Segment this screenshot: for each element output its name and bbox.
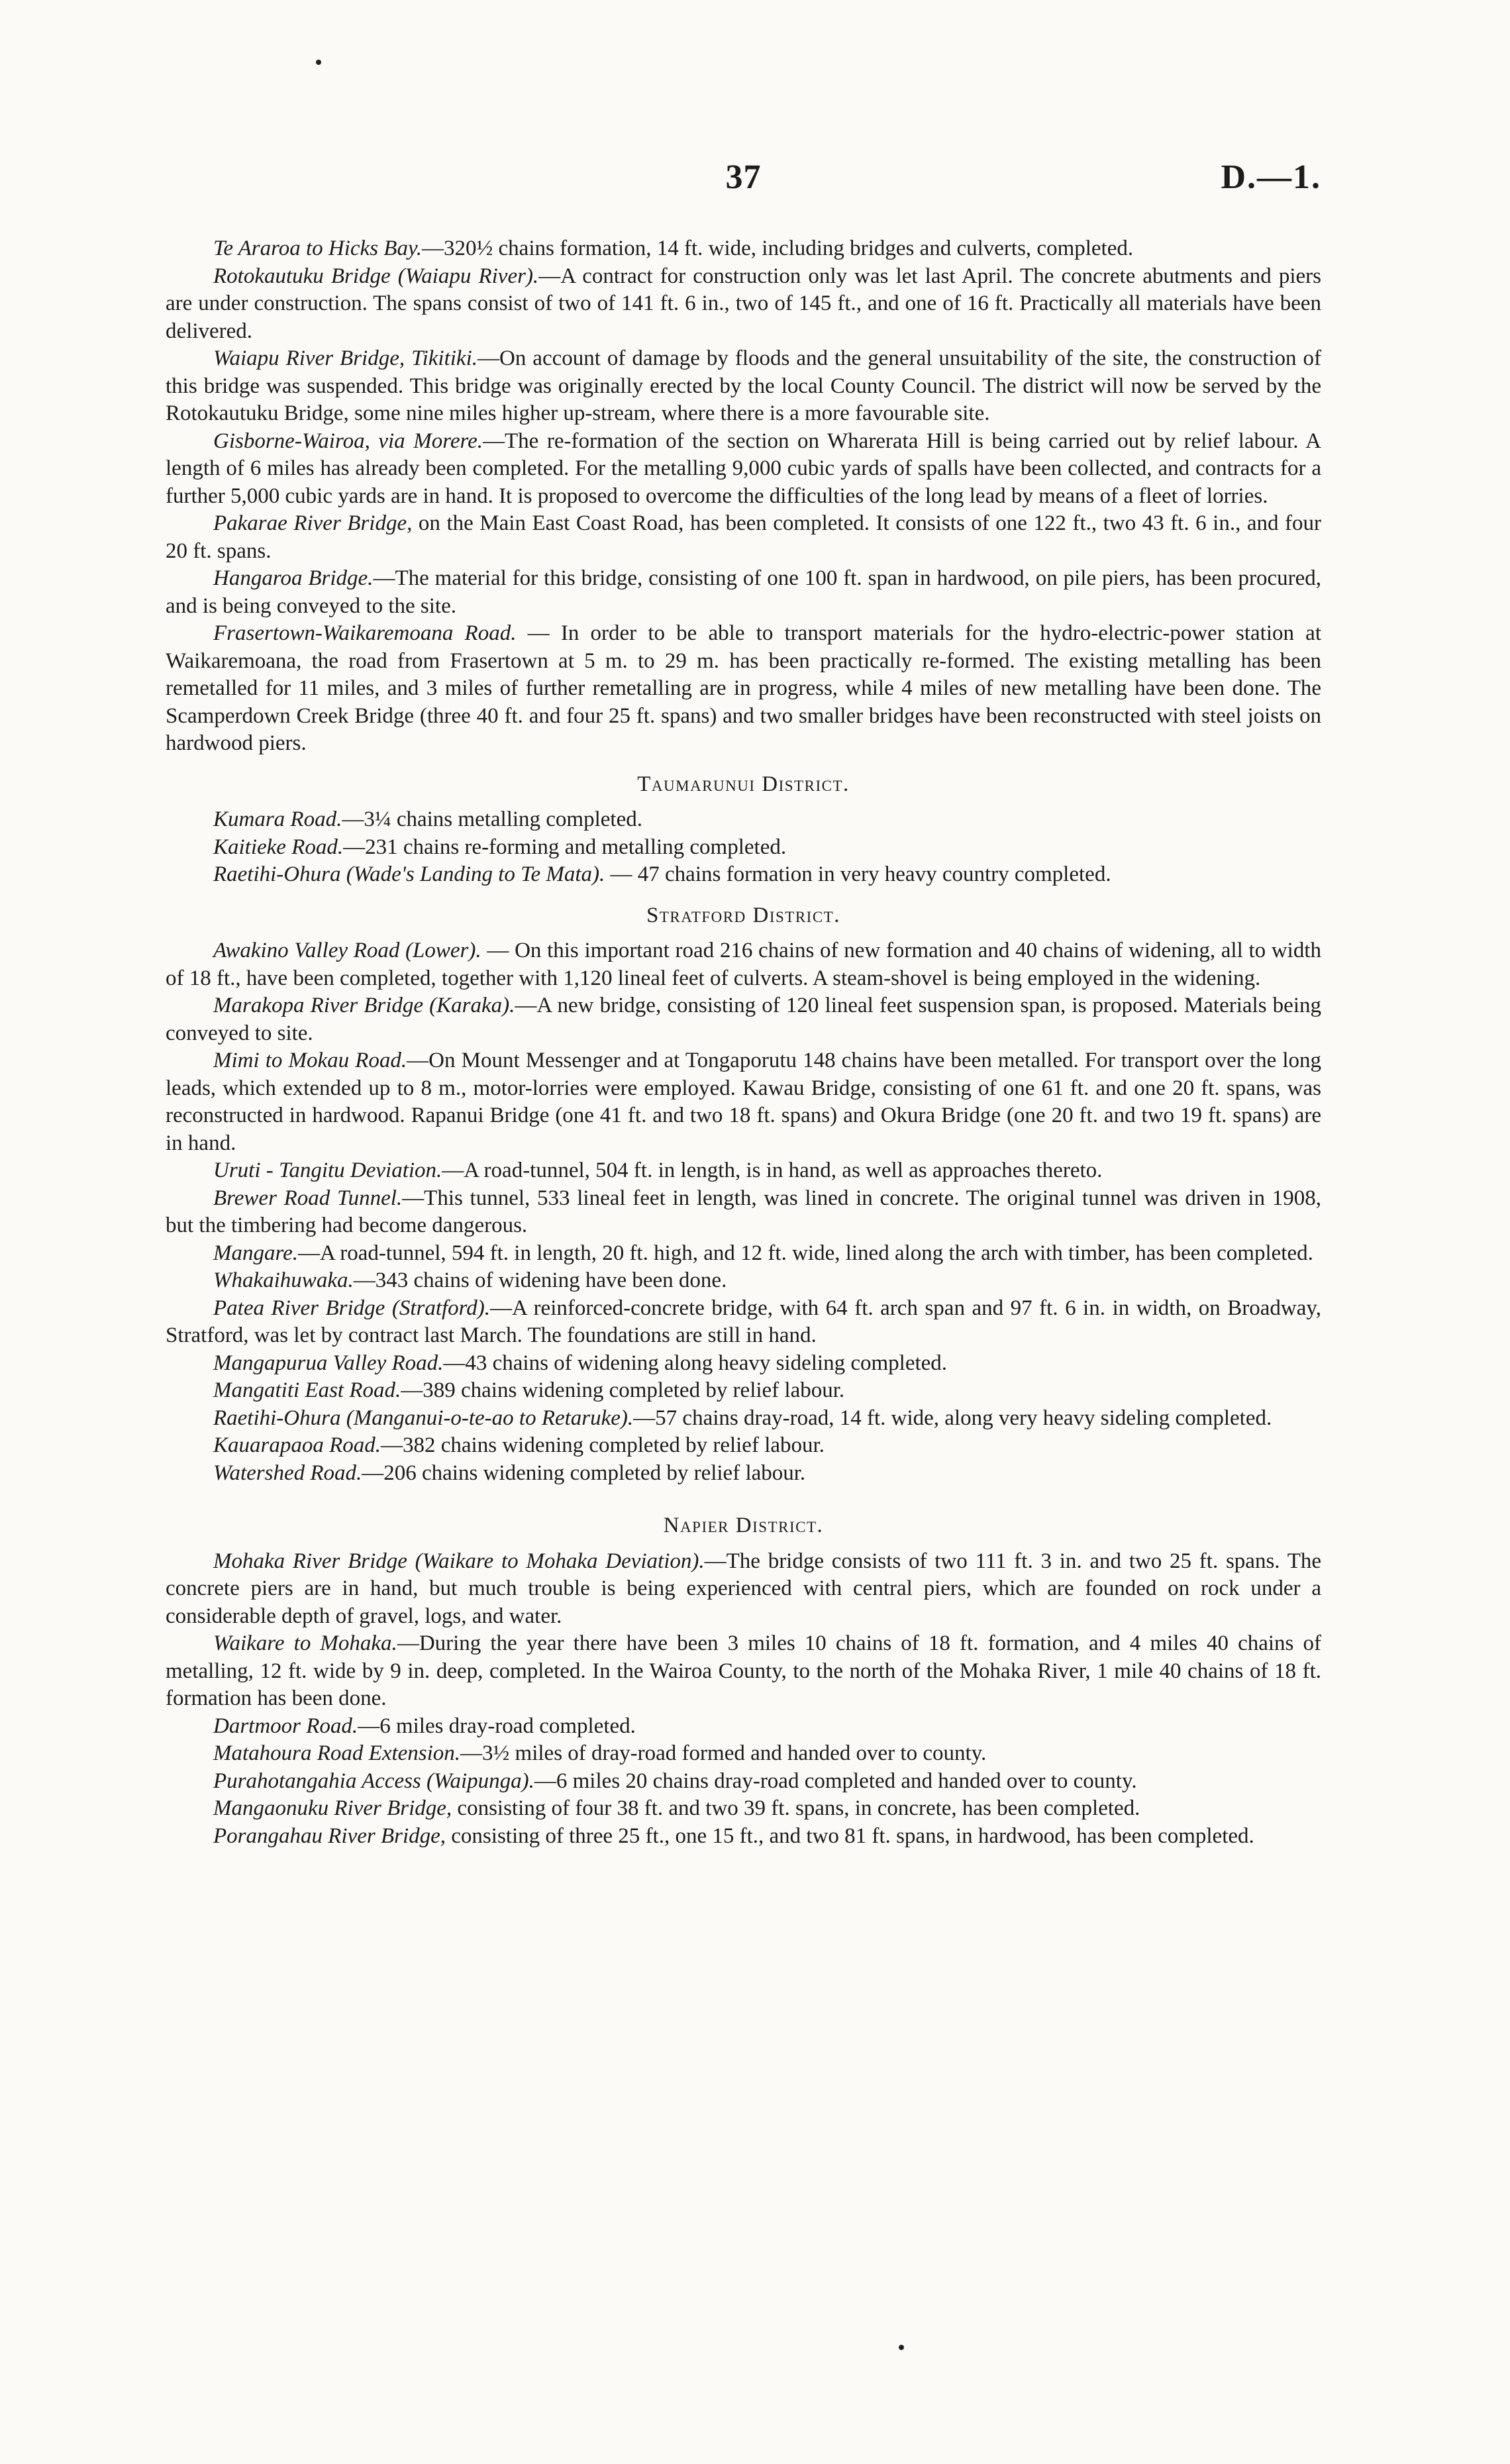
paragraph-title: Patea River Bridge (Stratford). bbox=[213, 1296, 491, 1320]
paragraph-title: Brewer Road Tunnel. bbox=[213, 1186, 403, 1210]
paragraph-text: on the Main East Coast Road, has been completed. It consists of one 122 ft., two 43 ft. 6 in., and four 20 ft. spans. bbox=[166, 511, 1322, 563]
report-paragraph bbox=[166, 1267, 1321, 1295]
scan-dot bbox=[316, 60, 321, 65]
paragraph-text: —343 chains of widening have been done. bbox=[353, 1268, 727, 1292]
paragraph-text: —57 chains dray-road, 14 ft. wide, along very heavy sideling completed. bbox=[633, 1406, 1272, 1430]
paragraph-title: Kumara Road. bbox=[213, 807, 342, 831]
report-paragraph bbox=[166, 1795, 1321, 1823]
report-paragraph bbox=[166, 345, 1321, 428]
paragraph-text: —3¼ chains metalling completed. bbox=[342, 807, 642, 831]
report-paragraph bbox=[166, 1405, 1321, 1433]
paragraph-text: — In order to be able to transport materials for the hydro-electric-power station at Waikaremoana, the road from Frasertown at 5 m. to 29 m. has been practically re-formed. The existing metalling has been remetalled for 11 miles, and 3 miles of further remetalling are in progress, while 4 miles of new metalling have been done. The Scamperdown Creek Bridge (three 40 ft. and four 25 ft. spans) and two smaller bridges have been reconstructed with steel joists on hardwood piers. bbox=[166, 621, 1321, 755]
paragraph-title: Mangatiti East Road. bbox=[213, 1378, 401, 1402]
paragraph-text: —389 chains widening completed by relief labour. bbox=[401, 1378, 845, 1402]
paragraph-text: —320½ chains formation, 14 ft. wide, including bridges and culverts, completed. bbox=[422, 236, 1134, 260]
paragraph-title: Mimi to Mokau Road. bbox=[213, 1049, 407, 1072]
district-heading: Taumarunui District. bbox=[637, 772, 850, 796]
paragraph-text: —During the year there have been 3 miles 10 chains of 18 ft. formation, and 4 miles 40 chains of metalling, 12 ft. wide by 9 in. deep, completed. In the Wairoa County, to the north of the Mohaka River, 1 mile 40 chains of 18 ft. formation has been done. bbox=[166, 1631, 1321, 1710]
district-heading: Napier District. bbox=[663, 1514, 824, 1537]
paragraph-title: Mohaka River Bridge (Waikare to Mohaka Deviation). bbox=[213, 1549, 705, 1573]
paragraph-title: Kaitieke Road. bbox=[213, 835, 344, 859]
report-paragraph bbox=[166, 1740, 1321, 1768]
paragraph-text: —The re-formation of the section on Wharerata Hill is being carried out by relief labour. A length of 6 miles has already been completed. For the metalling 9,000 cubic yards of spalls have been collected, and contracts for a further 5,000 cubic yards are in hand. It is proposed to overcome the difficulties of the long lead by means of a fleet of lorries. bbox=[166, 429, 1321, 508]
report-paragraph bbox=[166, 1185, 1321, 1240]
report-paragraph bbox=[166, 1047, 1321, 1157]
paragraph-title: Waikare to Mohaka. bbox=[213, 1631, 397, 1655]
paragraph-text: —231 chains re-forming and metalling completed. bbox=[343, 835, 787, 859]
paragraph-text: —On account of damage by floods and the general unsuitability of the site, the construction of this bridge was suspended. This bridge was originally erected by the local County Council. The district will now be served by the Rotokautuku Bridge, some nine miles higher up-stream, where there is a more favourable site. bbox=[166, 346, 1322, 425]
paragraph-title: Purahotangahia Access (Waipunga). bbox=[213, 1769, 534, 1793]
paragraph-text: — 47 chains formation in very heavy country completed. bbox=[605, 862, 1111, 886]
report-paragraph bbox=[166, 620, 1321, 758]
paragraph-title: Dartmoor Road. bbox=[213, 1714, 358, 1738]
paragraph-text: —382 chains widening completed by relief labour. bbox=[381, 1433, 825, 1457]
paragraph-title: Rotokautuku Bridge (Waiapu River). bbox=[213, 264, 539, 288]
report-paragraph bbox=[166, 235, 1321, 263]
paragraph-title: Raetihi-Ohura (Wade's Landing to Te Mata). bbox=[213, 862, 605, 886]
paragraph-text: —The material for this bridge, consisting of one 100 ft. span in hardwood, on pile piers, has been procured, and is being conveyed to the site. bbox=[166, 566, 1321, 618]
paragraph-text: —A reinforced-concrete bridge, with 64 ft. arch span and 97 ft. 6 in. in width, on Broadway, Stratford, was let by contract last March. The foundations are still in hand. bbox=[166, 1296, 1321, 1347]
report-paragraph bbox=[166, 565, 1321, 620]
report-paragraph bbox=[166, 1295, 1321, 1350]
document-reference: D.—1. bbox=[1221, 158, 1321, 196]
page-number: 37 bbox=[725, 158, 762, 196]
report-paragraph bbox=[166, 937, 1321, 992]
paragraph-title: Marakopa River Bridge (Karaka). bbox=[213, 994, 515, 1017]
section-spacer bbox=[166, 1487, 1321, 1499]
paragraph-text: —This tunnel, 533 lineal feet in length, was lined in concrete. The original tunnel was driven in 1908, but the timbering had become dangerous. bbox=[166, 1186, 1322, 1237]
report-paragraph bbox=[166, 1768, 1321, 1796]
report-paragraph bbox=[166, 806, 1321, 834]
report-paragraph bbox=[166, 1460, 1321, 1488]
report-paragraph bbox=[166, 834, 1321, 862]
paragraph-text: —43 chains of widening along heavy sideling completed. bbox=[443, 1351, 948, 1375]
paragraph-title: Mangapurua Valley Road. bbox=[213, 1351, 444, 1375]
page-header bbox=[166, 158, 1321, 204]
paragraph-text: —6 miles 20 chains dray-road completed and handed over to county. bbox=[534, 1769, 1137, 1793]
paragraph-title: Matahoura Road Extension. bbox=[213, 1741, 461, 1765]
paragraph-title: Watershed Road. bbox=[213, 1461, 362, 1485]
report-paragraph bbox=[166, 1823, 1321, 1851]
paragraph-text: —A new bridge, consisting of 120 lineal feet suspension span, is proposed. Materials being conveyed to site. bbox=[166, 994, 1321, 1045]
paragraph-text: —On Mount Messenger and at Tongaporutu 148 chains have been metalled. For transport over the long leads, which extended up to 8 m., motor-lorries were employed. Kawau Bridge, consisting of one 61 ft. and one 20 ft. spans, was reconstructed in hardwood. Rapanui Bridge (one 41 ft. and two 18 ft. spans) and Okura Bridge (one 20 ft. and two 19 ft. spans) are in hand. bbox=[166, 1049, 1321, 1155]
paragraph-title: Uruti - Tangitu Deviation. bbox=[213, 1158, 442, 1182]
paragraph-text: —3½ miles of dray-road formed and handed over to county. bbox=[460, 1741, 987, 1765]
paragraph-title: Mangaonuku River Bridge, bbox=[213, 1796, 452, 1820]
paragraph-title: Whakaihuwaka. bbox=[213, 1268, 354, 1292]
paragraph-title: Raetihi-Ohura (Manganui-o-te-ao to Retaruke). bbox=[213, 1406, 634, 1430]
paragraph-text: —A road-tunnel, 504 ft. in length, is in hand, as well as approaches thereto. bbox=[442, 1158, 1103, 1182]
paragraph-title: Porangahau River Bridge, bbox=[213, 1823, 446, 1848]
report-paragraph bbox=[166, 1240, 1321, 1268]
report-paragraph bbox=[166, 1548, 1321, 1631]
report-paragraph bbox=[166, 1432, 1321, 1460]
report-paragraph bbox=[166, 992, 1321, 1047]
paragraph-text: —The bridge consists of two 111 ft. 3 in. and two 25 ft. spans. The concrete piers are in hand, but much trouble is being experienced with central piers, which are founded on rock under a considerable depth of gravel, logs, and water. bbox=[166, 1549, 1321, 1628]
paragraph-text: — On this important road 216 chains of new formation and 40 chains of widening, all to width of 18 ft., have been completed, together with 1,120 lineal feet of culverts. A steam-shovel is being employed in the widening. bbox=[166, 939, 1321, 990]
report-paragraph bbox=[166, 861, 1321, 889]
report-paragraph bbox=[166, 510, 1321, 565]
scan-dot bbox=[899, 2345, 904, 2350]
paragraph-title: Kauarapaoa Road. bbox=[213, 1433, 381, 1457]
report-paragraph bbox=[166, 1350, 1321, 1378]
paragraph-title: Mangare. bbox=[213, 1241, 299, 1265]
report-paragraph bbox=[166, 1157, 1321, 1185]
report-paragraph bbox=[166, 428, 1321, 511]
paragraph-text: —A contract for construction only was let last April. The concrete abutments and piers are under construction. The spans consist of two of 141 ft. 6 in., two of 145 ft., and one of 16 ft. Practically all materials have been delivered. bbox=[166, 264, 1321, 343]
paragraph-text: —A road-tunnel, 594 ft. in length, 20 ft. high, and 12 ft. wide, lined along the arch with timber, has been completed. bbox=[298, 1241, 1313, 1265]
district-heading: Stratford District. bbox=[646, 903, 840, 927]
paragraph-title: Te Araroa to Hicks Bay. bbox=[213, 236, 423, 260]
report-paragraph bbox=[166, 263, 1321, 346]
paragraph-title: Waiapu River Bridge, Tikitiki. bbox=[213, 346, 478, 370]
report-paragraph bbox=[166, 1630, 1321, 1713]
paragraph-title: Frasertown-Waikaremoana Road. bbox=[213, 621, 517, 645]
report-paragraph bbox=[166, 1377, 1321, 1405]
paragraph-text: consisting of three 25 ft., one 15 ft., and two 81 ft. spans, in hardwood, has been completed. bbox=[446, 1823, 1254, 1848]
document-body bbox=[166, 235, 1321, 1850]
paragraph-text: consisting of four 38 ft. and two 39 ft. spans, in concrete, has been completed. bbox=[452, 1796, 1140, 1820]
paragraph-text: —206 chains widening completed by relief labour. bbox=[362, 1461, 806, 1485]
paragraph-title: Pakarae River Bridge, bbox=[213, 511, 413, 535]
report-paragraph bbox=[166, 1713, 1321, 1741]
paragraph-title: Hangaroa Bridge. bbox=[213, 566, 374, 590]
paragraph-title: Gisborne-Wairoa, via Morere. bbox=[213, 429, 483, 453]
paragraph-title: Awakino Valley Road (Lower). bbox=[213, 939, 481, 962]
paragraph-text: —6 miles dray-road completed. bbox=[358, 1714, 636, 1738]
